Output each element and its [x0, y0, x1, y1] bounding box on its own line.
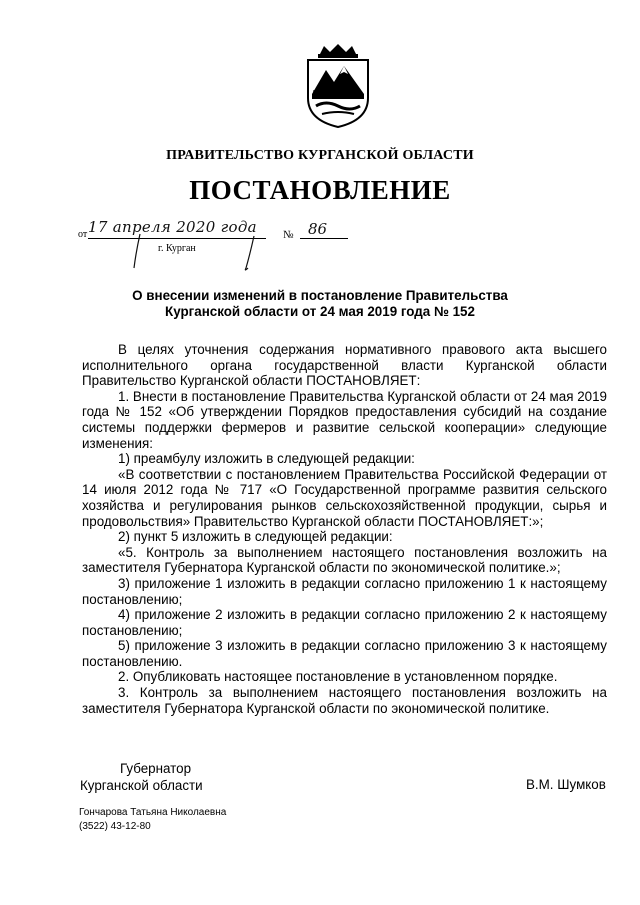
- paragraph-subitem-1: 1) преамбулу изложить в следующей редакции:: [118, 451, 415, 467]
- paragraph-item-2: 2. Опубликовать настоящее постановление в установленном порядке.: [118, 669, 558, 685]
- signer-position-line-2: Курганской области: [80, 778, 203, 793]
- executor-contact: [79, 806, 226, 834]
- paragraph-subitem-4: 4) приложение 2 изложить в редакции согласно приложению 2 к настоящему постановлению;: [82, 607, 607, 638]
- handwritten-date: 17 апреля 2020 года: [88, 218, 257, 236]
- paragraph-item-1: 1. Внести в постановление Правительства Курганской области от 24 мая 2019 года № 152 «Об утверждении Порядков предоставления субсидий на создание системы поддержки фермеров и развитие сельской кооперации» следующие изменения:: [82, 388, 607, 451]
- document-meta: [78, 218, 378, 274]
- document-type-heading: ПОСТАНОВЛЕНИЕ: [189, 175, 451, 205]
- handwritten-number: 86: [308, 220, 328, 238]
- document-body: [82, 342, 607, 716]
- paragraph-preamble: В целях уточнения содержания нормативного правового акта высшего исполнительного органа государственной власти Курганской области Правительство Курганской области ПОСТАНОВЛЯЕТ:: [82, 342, 607, 389]
- document-title: [0, 288, 640, 320]
- title-line-1: О внесении изменений в постановление Правительства: [132, 288, 508, 303]
- paragraph-subitem-5: 5) приложение 3 изложить в редакции согласно приложению 3 к настоящему постановлению.: [82, 638, 607, 669]
- paragraph-quote-preamble: «В соответствии с постановлением Правительства Российской Федерации от 14 июля 2012 года № 717 «О Государственной программе развития сельского хозяйства и регулирования рынков сельскохозяйственной продукции, сырья и продовольствия» Правительство Курганской области ПОСТАНОВЛЯЕТ:»;: [82, 466, 607, 529]
- executor-phone: (3522) 43-12-80: [79, 821, 151, 832]
- executor-name: Гончарова Татьяна Николаевна: [79, 807, 227, 818]
- paragraph-item-3: 3. Контроль за выполнением настоящего постановления возложить на заместителя Губернатора Курганской области по экономической политике.: [82, 685, 607, 716]
- signer-position: [80, 760, 203, 794]
- city-label: г. Курган: [158, 243, 196, 254]
- signer-name: В.М. Шумков: [526, 777, 606, 792]
- paragraph-subitem-2: 2) пункт 5 изложить в следующей редакции:: [118, 529, 393, 545]
- title-line-2: Курганской области от 24 мая 2019 года № 152: [165, 304, 475, 319]
- coat-of-arms-emblem: [300, 44, 376, 128]
- paragraph-quote-point-5: «5. Контроль за выполнением настоящего постановления возложить на заместителя Губернатора Курганской области по экономической политике.»;: [82, 544, 607, 576]
- number-label: №: [283, 229, 294, 241]
- date-prefix-label: от: [78, 229, 88, 240]
- signer-position-line-1: Губернатор: [120, 761, 192, 776]
- government-name: ПРАВИТЕЛЬСТВО КУРГАНСКОЙ ОБЛАСТИ: [166, 148, 474, 163]
- handwriting-strokes: [78, 218, 378, 274]
- paragraph-subitem-3: 3) приложение 1 изложить в редакции согласно приложению 1 к настоящему постановлению;: [82, 575, 607, 607]
